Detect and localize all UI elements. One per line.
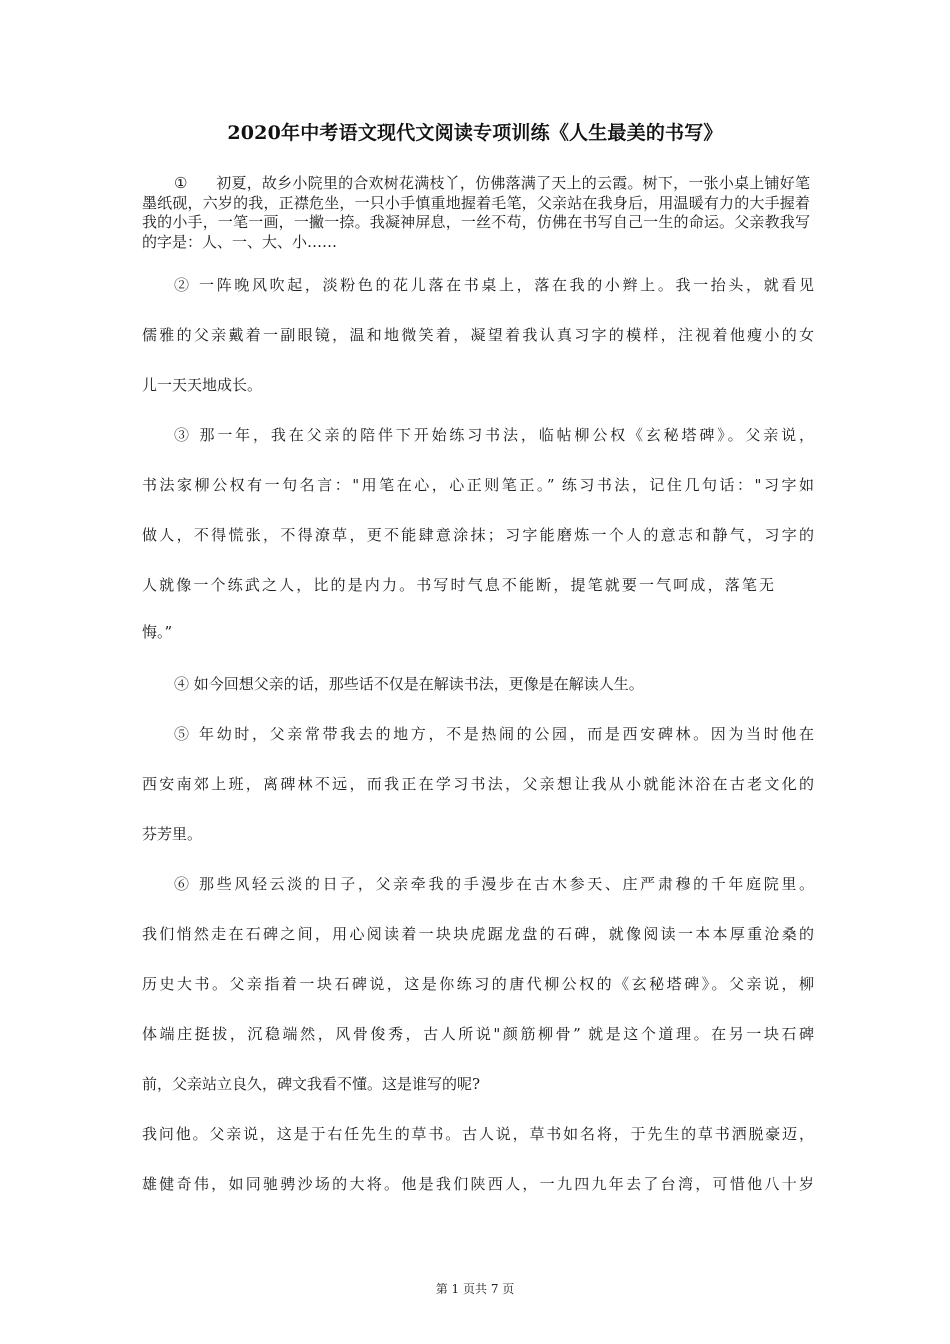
paragraph-1 [142, 174, 810, 252]
text-line: 雄健奇伟，如同驰骋沙场的大将。他是我们陕西人，一九四九年去了台湾，可惜他八十岁 [142, 1175, 814, 1193]
text-line: 我问他。父亲说，这是于右任先生的草书。古人说，草书如名将，于先生的草书洒脱豪迈， [142, 1125, 814, 1143]
text-line: 悔。” [142, 623, 173, 641]
text-line: ② 一阵晚风吹起，淡粉色的花儿落在书桌上，落在我的小辫上。我一抬头，就看见 [174, 276, 814, 294]
text-line: ④ 如今回想父亲的话，那些话不仅是在解读书法，更像是在解读人生。 [174, 675, 644, 693]
text-line: 儒雅的父亲戴着一副眼镜，温和地微笑着，凝望着我认真习字的模样，注视着他瘦小的女 [142, 326, 814, 344]
text-line: 儿一天天地成长。 [142, 376, 263, 394]
paragraph-text: 初夏，故乡小院里的合欢树花满枝丫，仿佛落满了天上的云霞。树下，一张小桌上铺好笔墨纸砚，六岁的我，正襟危坐，一只小手慎重地握着毛笔，父亲站在我身后，用温暖有力的大手握着我的小手，一笔一画，一撇一捺。我凝神屏息，一丝不苟，仿佛在书写自己一生的命运。父亲教我写的字是：人、一、大、小…… [142, 174, 810, 251]
text-line: 我们悄然走在石碑之间，用心阅读着一块块虎踞龙盘的石碑，就像阅读一本本厚重沧桑的 [142, 925, 814, 943]
text-line: ⑤ 年幼时，父亲常带我去的地方，不是热闹的公园，而是西安碑林。因为当时他在 [174, 725, 814, 743]
document-title: 2020年中考语文现代文阅读专项训练《人生最美的书写》 [227, 122, 723, 144]
text-line: 人就像一个练武之人，比的是内力。书写时气息不能断，提笔就要一气呵成，落笔无 [142, 576, 774, 594]
text-line: ③ 那一年，我在父亲的陪伴下开始练习书法，临帖柳公权《玄秘塔碑》。父亲说， [174, 426, 814, 444]
text-line: 做人，不得慌张，不得潦草，更不能肆意涂抹；习字能磨炼一个人的意志和静气，习字的 [142, 526, 814, 544]
text-line: 芬芳里。 [142, 825, 203, 843]
page-footer: 第 1 页共 7 页 [435, 1282, 515, 1296]
text-line: 书法家柳公权有一句名言："用笔在心，心正则笔正。” 练习书法，记住几句话："习字如 [142, 476, 814, 494]
text-line: 体端庄挺拔，沉稳端然，风骨俊秀，古人所说"颜筋柳骨” 就是这个道理。在另一块石碑 [142, 1025, 814, 1043]
paragraph-number: ① [174, 174, 188, 192]
text-line: 西安南郊上班，离碑林不远，而我正在学习书法，父亲想让我从小就能沐浴在古老文化的 [142, 775, 814, 793]
text-line: 前，父亲站立良久，碑文我看不懂。这是谁写的呢? [142, 1075, 481, 1093]
text-line: 历史大书。父亲指着一块石碑说，这是你练习的唐代柳公权的《玄秘塔碑》。父亲说，柳 [142, 975, 814, 993]
text-line: ⑥ 那些风轻云淡的日子，父亲牵我的手漫步在古木参天、庄严肃穆的千年庭院里。 [174, 875, 814, 893]
